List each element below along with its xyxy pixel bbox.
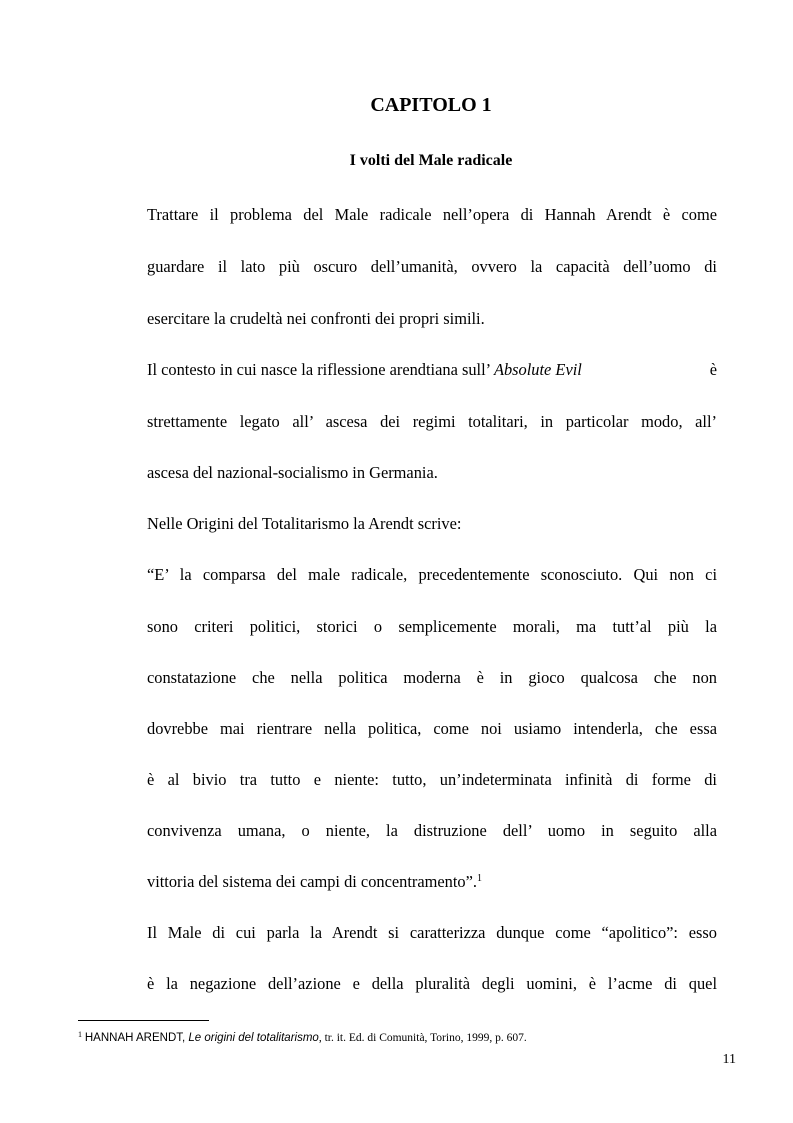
body-line: Trattare il problema del Male radicale nell’opera di Hannah Arendt è come [147,205,717,224]
body-line: strettamente legato all’ ascesa dei regimi totalitari, in particolar modo, all’ [147,412,717,431]
footnote-author: HANNAH ARENDT, [84,1032,189,1044]
page-number: 11 [722,1052,736,1067]
quote-line: vittoria del sistema dei campi di concentramento”.$^1$ [147,872,482,891]
line-text-before: Il contesto in cui nasce la riflessione arendtiana sull’ Absolute Evil [147,360,582,379]
section-title: I volti del Male radicale [349,152,513,169]
line-text-after: è [709,360,717,379]
body-line: esercitare la crudeltà nei confronti dei propri simili. [147,309,485,328]
footnote-work-title: Le origini del totalitarismo [188,1032,319,1044]
quote-line: dovrebbe mai rientrare nella politica, come noi usiamo intenderla, che essa [147,719,717,738]
body-line: è la negazione dell’azione e della pluralità degli uomini, è l’acme di quel [147,974,717,993]
quote-line: è al bivio tra tutto e niente: tutto, un’indeterminata infinità di forme di [147,770,717,789]
quote-line: sono criteri politici, storici o semplicemente morali, ma tutt’al più la [147,617,717,636]
footnote-number: 1 [78,1030,82,1039]
body-line: Nelle Origini del Totalitarismo la Arendt scrive: [147,514,462,533]
quote-line: constatazione che nella politica moderna è in gioco qualcosa che non [147,668,717,687]
body-line: Il Male di cui parla la Arendt si caratterizza dunque come “apolitico”: esso [147,923,717,942]
footnote-divider [78,1020,209,1021]
footnote-reference: 1 [476,873,482,884]
italic-term: Absolute Evil [493,360,582,379]
footnote-details: , tr. it. Ed. di Comunità, Torino, 1999, p. 607. [318,1032,527,1044]
quote-line: “E’ la comparsa del male radicale, precedentemente sconosciuto. Qui non ci [147,565,717,584]
chapter-heading: CAPITOLO 1 [370,94,492,116]
body-line: guardare il lato più oscuro dell’umanità, ovvero la capacità dell’uomo di [147,257,717,276]
quote-line: convivenza umana, o niente, la distruzione dell’ uomo in seguito alla [147,821,717,840]
footnote [78,1031,738,1045]
body-line [147,360,717,380]
body-line: ascesa del nazional-socialismo in Germania. [147,463,438,482]
